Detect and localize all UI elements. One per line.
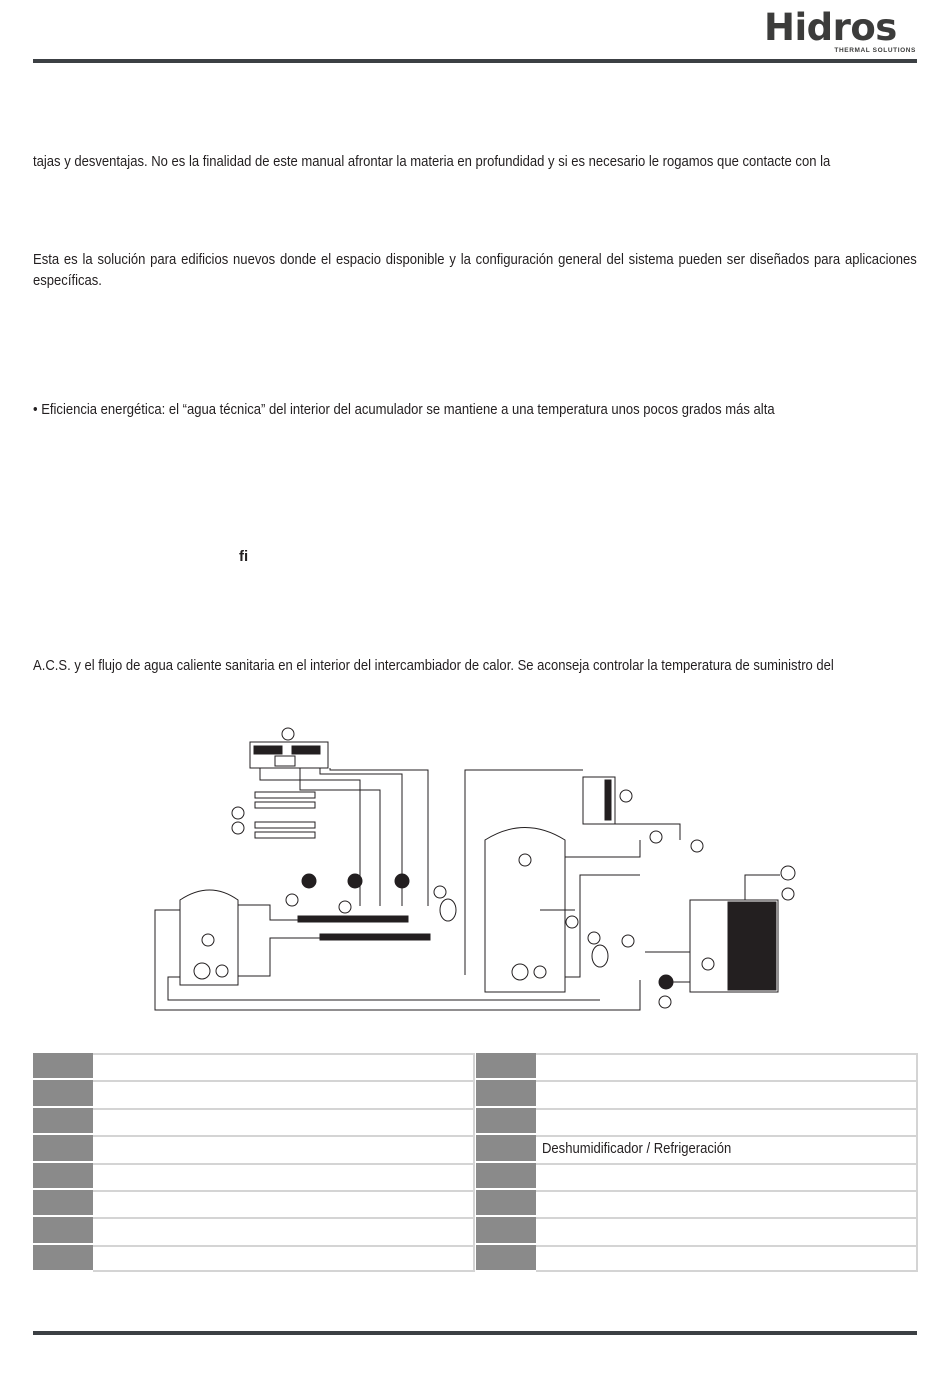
legend-row bbox=[33, 1217, 475, 1244]
ligature-glyph: ﬁ bbox=[239, 548, 249, 565]
legend-table bbox=[33, 1053, 918, 1275]
legend-desc bbox=[536, 1080, 918, 1107]
legend-row bbox=[476, 1080, 918, 1107]
legend-key bbox=[476, 1053, 536, 1080]
collector-bar bbox=[298, 916, 408, 922]
legend-desc bbox=[536, 1163, 918, 1190]
header-rule bbox=[33, 59, 917, 63]
legend-key bbox=[33, 1217, 93, 1244]
paragraph-acs: A.C.S. y el flujo de agua caliente sanitaria en el interior del intercambiador de calor. Se aconseja controlar la temperatura de suministro del bbox=[33, 658, 834, 674]
legend-row bbox=[476, 1053, 918, 1080]
legend-key bbox=[33, 1108, 93, 1135]
legend-row bbox=[33, 1053, 475, 1080]
legend-desc bbox=[536, 1245, 918, 1272]
legend-row bbox=[33, 1135, 475, 1162]
legend-desc bbox=[93, 1080, 475, 1107]
legend-row bbox=[33, 1190, 475, 1217]
legend-key bbox=[33, 1190, 93, 1217]
legend-desc bbox=[93, 1135, 475, 1162]
paragraph-intro: tajas y desventajas. No es la finalidad de este manual afrontar la materia en profundidad y si es necesario le rogamos que contacte con la bbox=[33, 154, 831, 170]
brand-name: Hidros bbox=[764, 6, 897, 49]
manifold-lower bbox=[255, 822, 315, 828]
legend-desc bbox=[536, 1190, 918, 1217]
legend-column-left bbox=[33, 1053, 475, 1272]
legend-key bbox=[476, 1163, 536, 1190]
manifold-upper bbox=[255, 792, 315, 798]
legend-key bbox=[476, 1190, 536, 1217]
legend-key bbox=[476, 1135, 536, 1162]
legend-desc bbox=[536, 1217, 918, 1244]
legend-row bbox=[33, 1245, 475, 1272]
legend-key bbox=[476, 1217, 536, 1244]
legend-row bbox=[476, 1135, 918, 1162]
legend-key bbox=[33, 1053, 93, 1080]
legend-desc bbox=[93, 1163, 475, 1190]
brand-logo bbox=[760, 6, 920, 58]
legend-row bbox=[33, 1080, 475, 1107]
legend-key bbox=[476, 1108, 536, 1135]
legend-key bbox=[33, 1135, 93, 1162]
legend-desc bbox=[93, 1217, 475, 1244]
brand-tagline: THERMAL SOLUTIONS bbox=[834, 47, 916, 54]
legend-row bbox=[476, 1245, 918, 1272]
legend-key bbox=[33, 1245, 93, 1272]
legend-row bbox=[476, 1190, 918, 1217]
legend-desc-dehumidifier: Deshumidificador / Refrigeración bbox=[536, 1135, 918, 1162]
paragraph-efficiency: • Eficiencia energética: el “agua técnica” del interior del acumulador se mantiene a una temperatura unos pocos grados más alta bbox=[33, 402, 775, 418]
legend-row bbox=[476, 1217, 918, 1244]
legend-key bbox=[33, 1163, 93, 1190]
legend-row bbox=[33, 1163, 475, 1190]
legend-desc bbox=[536, 1053, 918, 1080]
buffer-tank-left bbox=[180, 890, 238, 985]
legend-key bbox=[476, 1245, 536, 1272]
legend-key bbox=[476, 1080, 536, 1107]
legend-desc bbox=[93, 1245, 475, 1272]
legend-row bbox=[476, 1163, 918, 1190]
legend-desc bbox=[93, 1190, 475, 1217]
legend-desc bbox=[536, 1108, 918, 1135]
legend-desc bbox=[93, 1053, 475, 1080]
legend-column-right bbox=[476, 1053, 918, 1272]
legend-row bbox=[476, 1108, 918, 1135]
hydraulic-diagram bbox=[140, 720, 840, 1020]
legend-desc bbox=[93, 1108, 475, 1135]
legend-key bbox=[33, 1080, 93, 1107]
paragraph-solution: Esta es la solución para edificios nuevos donde el espacio disponible y la configuración general del sistema pueden ser diseñados para aplicaciones específicas. bbox=[33, 252, 917, 289]
legend-row bbox=[33, 1108, 475, 1135]
marker-circle bbox=[282, 728, 294, 740]
footer-rule bbox=[33, 1331, 917, 1335]
